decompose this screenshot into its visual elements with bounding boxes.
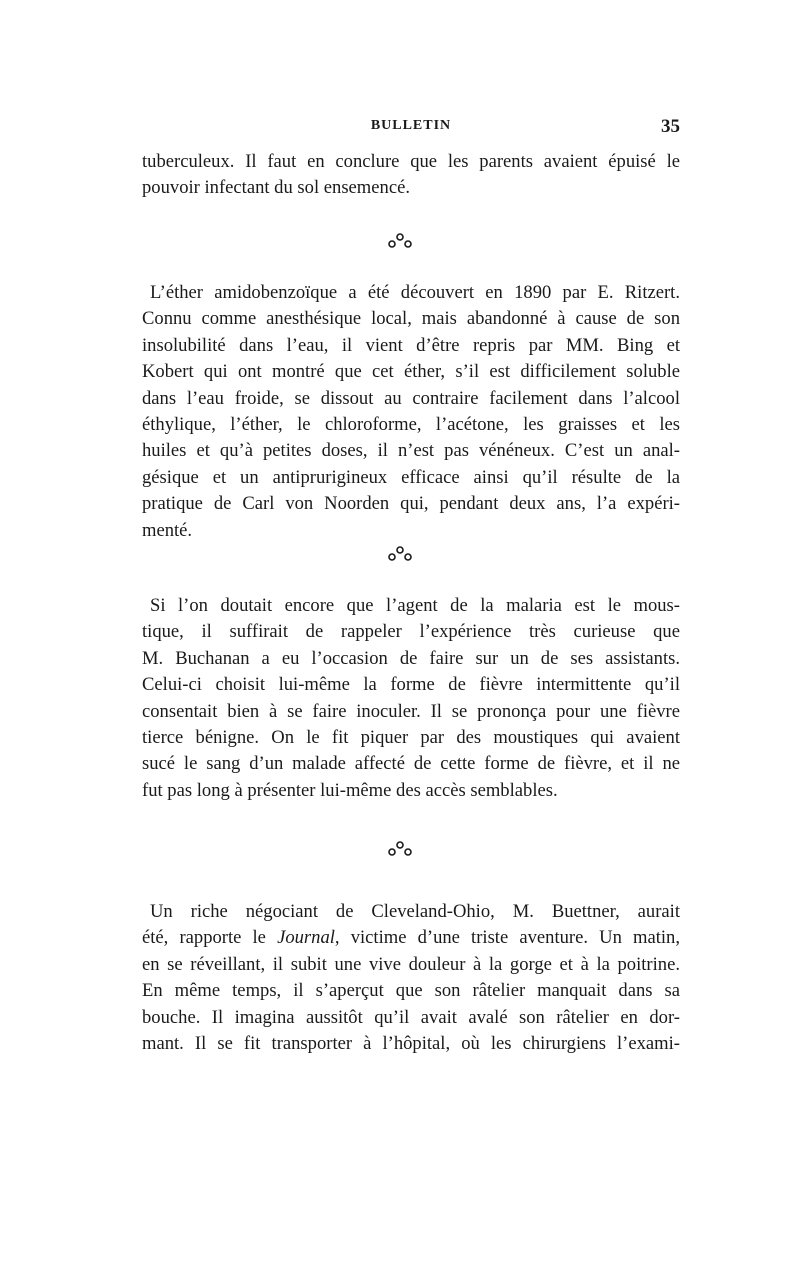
text-line: En même temps, il s’aperçut que son râtelier manquait dans sa [142,980,680,1002]
italic-journal: Journal [277,927,335,949]
text-line: Celui-ci choisit lui-même la forme de fièvre intermittente qu’il [142,674,680,696]
asterism-icon [388,545,412,567]
text-line: Si l’on doutait encore que l’agent de la malaria est le mous- [150,595,680,616]
text-line [142,925,680,951]
paragraph-1 [142,149,680,202]
paragraph-2 [142,280,680,544]
asterism-separator [0,545,800,567]
text-line: bouche. Il imagina aussitôt qu’il avait avalé son râtelier en dor- [142,1006,680,1028]
running-title: BULLETIN [370,118,452,133]
text-line: pratique de Carl von Noorden qui, pendant deux ans, l’a expéri- [142,493,680,515]
text-line: L’éther amidobenzoïque a été découvert en 1890 par E. Ritzert. [150,282,680,303]
text-line: en se réveillant, il subit une vive douleur à la gorge et à la poitrine. [142,953,680,975]
asterism-icon [388,840,412,862]
asterism-separator [0,232,800,254]
text-line: tuberculeux. Il faut en conclure que les parents avaient épuisé le [142,151,680,172]
text-line: Un riche négociant de Cleveland-Ohio, M. Buettner, aurait [150,901,680,922]
text-line: sucé le sang d’un malade affecté de cette forme de fièvre, et il ne [142,753,680,775]
paragraph-4 [142,899,680,1057]
text-line: tierce bénigne. On le fit piquer par des moustiques qui avaient [142,727,680,749]
text-line: gésique et un antiprurigineux efficace ainsi qu’il résulte de la [142,466,680,488]
text-line: consentait bien à se faire inoculer. Il se prononça pour une fièvre [142,700,680,722]
text-line: huiles et qu’à petites doses, il n’est pas vénéneux. C’est un anal- [142,440,680,462]
page-header [142,116,680,140]
text-line: éthylique, l’éther, le chloroforme, l’acétone, les graisses et les [142,414,680,436]
text-line: dans l’eau froide, se dissout au contraire facilement dans l’alcool [142,387,680,409]
text-line: Connu comme anesthésique local, mais abandonné à cause de son [142,308,680,330]
asterism-icon [388,232,412,254]
paragraph-3 [142,593,680,804]
text-line: mant. Il se fit transporter à l’hôpital, où les chirurgiens l’exami- [142,1033,680,1055]
text-line-content: été, rapporte le Journal, victime d’une triste aventure. Un matin, [142,927,680,949]
asterism-separator [0,840,800,862]
text-line: M. Buchanan a eu l’occasion de faire sur un de ses assistants. [142,647,680,669]
text-line: pouvoir infectant du sol ensemencé. [142,177,410,199]
text-line: tique, il suffirait de rappeler l’expérience très curieuse que [142,621,680,643]
text-line: menté. [142,519,193,541]
text-line: Kobert qui ont montré que cet éther, s’il est difficilement soluble [142,361,680,383]
text-line: insolubilité dans l’eau, il vient d’être repris par MM. Bing et [142,334,680,356]
text-line: fut pas long à présenter lui-même des accès semblables. [142,779,558,801]
page-number: 35 [661,116,680,137]
